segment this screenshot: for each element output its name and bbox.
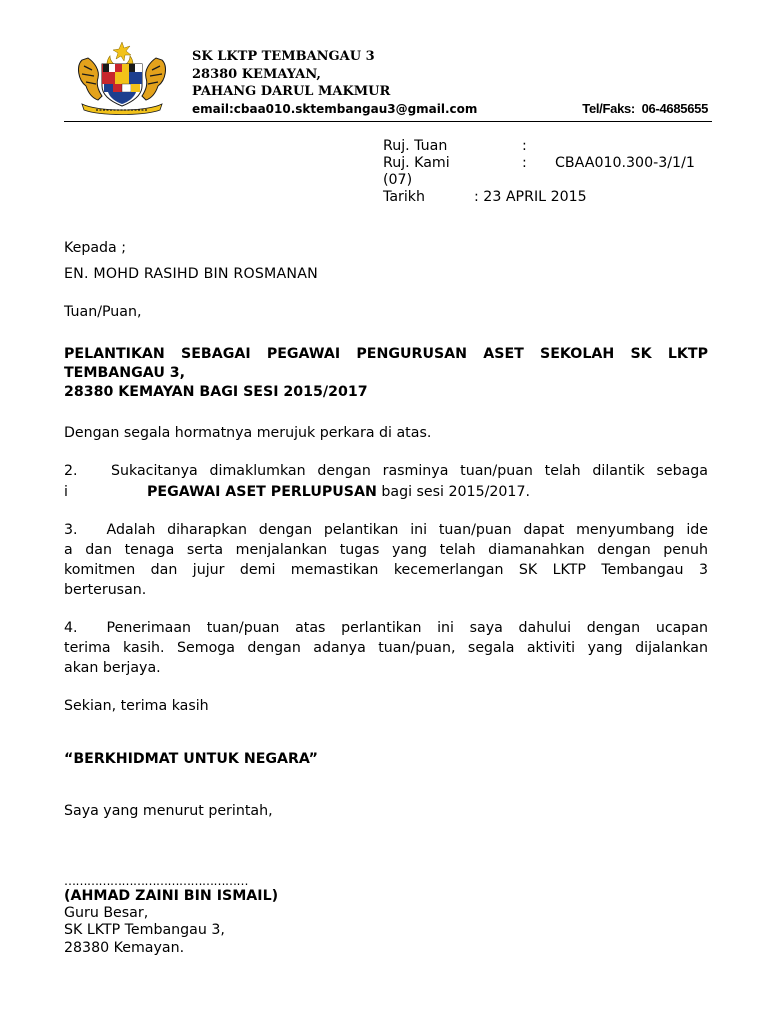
paragraph-3-text-1: Adalah diharapkan dengan pelantikan ini tuan/puan dapat menyumbang ide <box>106 522 708 538</box>
paragraph-2-line-1: Sukacitanya dimaklumkan dengan rasminya tuan/puan telah dilantik sebaga <box>111 463 708 479</box>
closing-line: Sekian, terima kasih <box>64 698 209 714</box>
subject-line-2: TEMBANGAU 3, <box>64 365 186 381</box>
ruj-kami-label: Ruj. Kami <box>383 155 450 171</box>
paragraph-4-line-1 <box>64 618 708 638</box>
intro-paragraph: Dengan segala hormatnya merujuk perkara di atas. <box>64 425 432 441</box>
school-state: PAHANG DARUL MAKMUR <box>192 84 391 99</box>
ruj-tuan-colon: : <box>522 138 527 154</box>
paragraph-2-i: i <box>64 484 68 500</box>
ruj-kami-value: CBAA010.300-3/1/1 <box>555 155 695 171</box>
paragraph-3-line-4: berterusan. <box>64 582 147 598</box>
paragraph-4-text-1: Penerimaan tuan/puan atas perlantikan ini saya dahului dengan ucapan <box>106 620 708 636</box>
perintah-line: Saya yang menurut perintah, <box>64 803 273 819</box>
paragraph-2-rest: bagi sesi 2015/2017. <box>376 484 530 500</box>
letter-subject <box>64 344 708 402</box>
tarikh-value: : 23 APRIL 2015 <box>474 189 587 205</box>
paragraph-3-line-3: komitmen dan jujur demi memastikan kecemerlangan SK LKTP Tembangau 3 <box>64 562 708 578</box>
salutation: Tuan/Puan, <box>64 304 142 320</box>
malaysia-coat-of-arms-logo <box>72 40 172 116</box>
paragraph-3-line-2: a dan tenaga serta menjalankan tugas yang telah diamanahkan dengan penuh <box>64 542 708 558</box>
paragraph-4-line-3: akan berjaya. <box>64 660 161 676</box>
tel-label: Tel/Faks: <box>582 101 635 116</box>
school-telephone <box>582 101 708 116</box>
motto: “BERKHIDMAT UNTUK NEGARA” <box>64 751 318 767</box>
appointed-role: PEGAWAI ASET PERLUPUSAN <box>147 484 377 500</box>
school-name: SK LKTP TEMBANGAU 3 <box>192 49 375 64</box>
signatory-title: Guru Besar, <box>64 905 149 921</box>
ruj-tuan-label: Ruj. Tuan <box>383 138 448 154</box>
paragraph-3 <box>64 520 708 600</box>
paragraph-4 <box>64 618 708 678</box>
paragraph-3-line-1 <box>64 520 708 540</box>
tel-value: 06-4685655 <box>641 101 708 116</box>
signatory-name: (AHMAD ZAINI BIN ISMAIL) <box>64 888 279 904</box>
signature-line: ………………………………………… <box>64 874 248 888</box>
paragraph-2-line-2 <box>147 482 530 502</box>
paragraph-4-line-2: terima kasih. Semoga dengan adanya tuan/puan, segala aktiviti yang dijalankan <box>64 640 708 656</box>
ruj-kami-continuation: (07) <box>383 172 413 188</box>
paragraph-4-number: 4. <box>64 620 78 636</box>
letterhead-divider <box>64 121 712 122</box>
ruj-kami-colon: : <box>522 155 527 171</box>
subject-line-1: PELANTIKAN SEBAGAI PEGAWAI PENGURUSAN ASET SEKOLAH SK LKTP <box>64 346 708 362</box>
school-postcode-town: 28380 KEMAYAN, <box>192 67 321 82</box>
signatory-town: 28380 Kemayan. <box>64 940 185 956</box>
signatory-school: SK LKTP Tembangau 3, <box>64 922 225 938</box>
recipient-name: EN. MOHD RASIHD BIN ROSMANAN <box>64 266 318 282</box>
paragraph-3-number: 3. <box>64 522 78 538</box>
subject-line-3: 28380 KEMAYAN BAGI SESI 2015/2017 <box>64 384 368 400</box>
tarikh-label: Tarikh <box>383 189 425 205</box>
school-email: email:cbaa010.sktembangau3@gmail.com <box>192 102 478 116</box>
kepada-label: Kepada ; <box>64 240 127 256</box>
paragraph-2-number: 2. <box>64 463 78 479</box>
